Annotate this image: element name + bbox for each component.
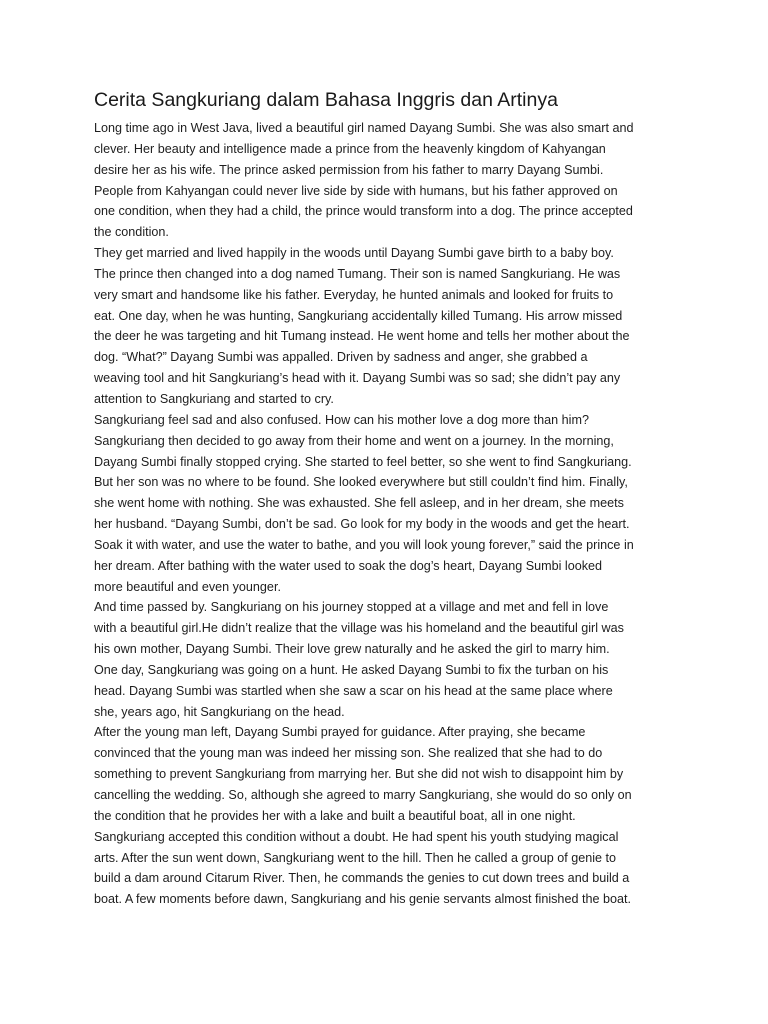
text-line: Sangkuriang feel sad and also confused. How can his mother love a dog more than him? <box>94 412 589 427</box>
text-line: cancelling the wedding. So, although she agreed to marry Sangkuriang, she would do so only on <box>94 788 632 802</box>
text-line: Sangkuriang accepted this condition without a doubt. He had spent his youth studying magical <box>94 829 619 844</box>
text-line: more beautiful and even younger. <box>94 579 281 594</box>
text-line: one condition, when they had a child, the prince would transform into a dog. The prince accepted <box>94 204 633 219</box>
text-line: clever. Her beauty and intelligence made a prince from the heavenly kingdom of Kahyangan <box>94 141 606 156</box>
text-line: arts. After the sun went down, Sangkuriang went to the hill. Then he called a group of genie to <box>94 850 617 865</box>
text-line: Sangkuriang then decided to go away from their home and went on a journey. In the morning, <box>94 433 614 448</box>
text-line: dog. “What?” Dayang Sumbi was appalled. Driven by sadness and anger, she grabbed a <box>94 350 588 365</box>
text-line: weaving tool and hit Sangkuriang’s head with it. Dayang Sumbi was so sad; she didn’t pay any <box>94 371 621 386</box>
text-line: her dream. After bathing with the water used to soak the dog’s heart, Dayang Sumbi looked <box>94 558 603 573</box>
text-line: with a beautiful girl.He didn’t realize that the village was his homeland and the beautiful girl was <box>94 621 624 636</box>
text-line: And time passed by. Sangkuriang on his journey stopped at a village and met and fell in love <box>94 600 609 615</box>
text-line: the condition. <box>94 225 169 240</box>
text-line: head. Dayang Sumbi was startled when she saw a scar on his head at the same place where <box>94 683 613 698</box>
text-line: The prince then changed into a dog named Tumang. Their son is named Sangkuriang. He was <box>94 266 621 281</box>
text-line: After the young man left, Dayang Sumbi prayed for guidance. After praying, she became <box>94 725 586 740</box>
text-line: attention to Sangkuriang and started to cry. <box>94 391 334 406</box>
text-line: Long time ago in West Java, lived a beautiful girl named Dayang Sumbi. She was also smart and <box>94 121 634 135</box>
text-line: boat. A few moments before dawn, Sangkuriang and his genie servants almost finished the boat. <box>94 892 631 907</box>
text-line: she went home with nothing. She was exhausted. She fell asleep, and in her dream, she meets <box>94 496 624 511</box>
text-line: People from Kahyangan could never live side by side with humans, but his father approved on <box>94 183 618 198</box>
text-line: very smart and handsome like his father. Everyday, he hunted animals and looked for fruits to <box>94 287 614 302</box>
text-line: his own mother, Dayang Sumbi. Their love grew naturally and he asked the girl to marry him. <box>94 642 610 657</box>
text-line: convinced that the young man was indeed her missing son. She realized that she had to do <box>94 746 603 761</box>
text-line: Soak it with water, and use the water to bathe, and you will look young forever,” said the prince in <box>94 537 634 552</box>
text-line: the condition that he provides her with a lake and built a beautiful boat, all in one night. <box>94 808 576 823</box>
text-line: her husband. “Dayang Sumbi, don’t be sad. Go look for my body in the woods and get the heart. <box>94 517 630 532</box>
text-line: One day, Sangkuriang was going on a hunt. He asked Dayang Sumbi to fix the turban on his <box>94 662 609 677</box>
text-line: eat. One day, when he was hunting, Sangkuriang accidentally killed Tumang. His arrow missed <box>94 308 623 323</box>
text-line: the deer he was targeting and hit Tumang instead. He went home and tells her mother about the <box>94 329 630 344</box>
document-title: Cerita Sangkuriang dalam Bahasa Inggris dan Artinya <box>94 89 558 111</box>
text-line: she, years ago, hit Sangkuriang on the head. <box>94 704 345 719</box>
text-line: desire her as his wife. The prince asked permission from his father to marry Dayang Sumbi. <box>94 162 604 177</box>
text-line: build a dam around Citarum River. Then, he commands the genies to cut down trees and build a <box>94 871 630 886</box>
story-text <box>94 118 694 910</box>
text-line: Dayang Sumbi finally stopped crying. She started to feel better, so she went to find Sangkuriang. <box>94 454 632 469</box>
text-line: something to prevent Sangkuriang from marrying her. But she did not wish to disappoint him by <box>94 767 624 782</box>
text-line: They get married and lived happily in the woods until Dayang Sumbi gave birth to a baby boy. <box>94 246 614 261</box>
text-line: But her son was no where to be found. She looked everywhere but still couldn’t find him. Finally, <box>94 475 628 490</box>
